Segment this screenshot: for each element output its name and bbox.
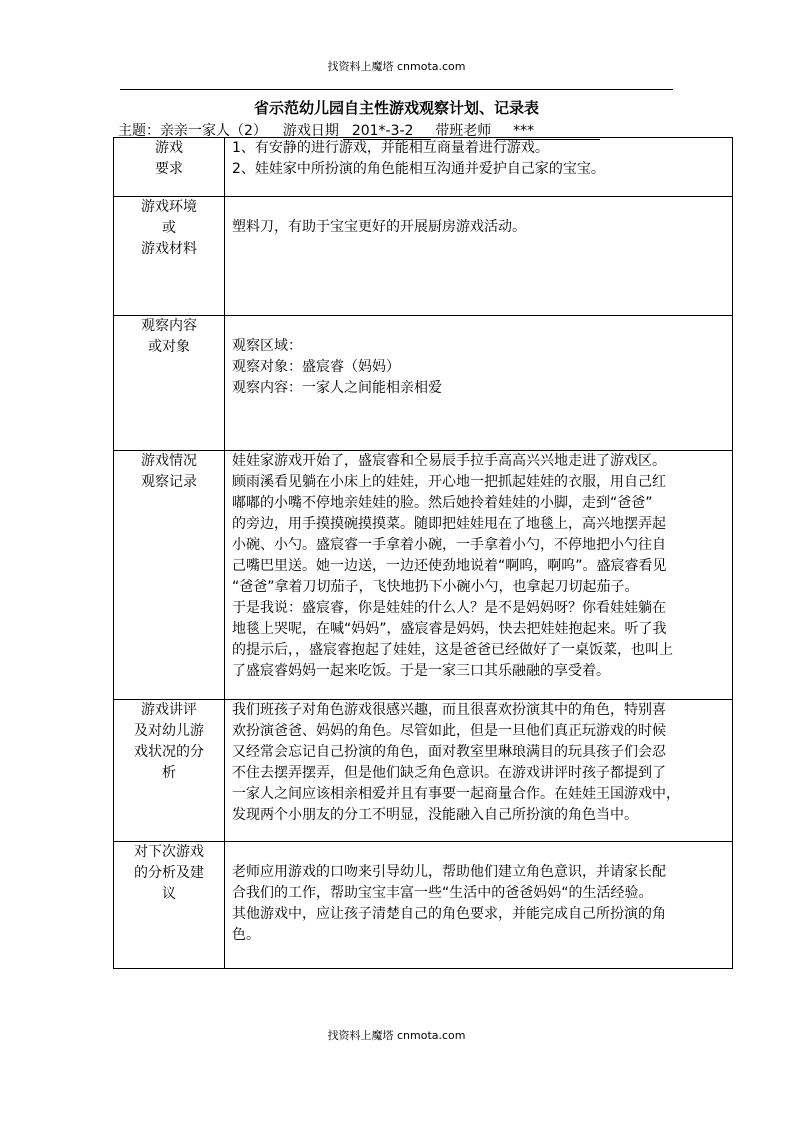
row-content: 塑料刀，有助于宝宝更好的开展厨房游戏活动。 [225, 197, 733, 316]
teacher-value: *** [496, 123, 601, 140]
row-observation-target [114, 316, 733, 451]
row-label: 游戏 要求 [114, 138, 225, 197]
row-next-suggestions [114, 842, 733, 969]
row-label: 游戏讲评 及对幼儿游 戏状况的分 析 [114, 700, 225, 842]
row-game-materials [114, 197, 733, 316]
row-label: 对下次游戏 的分析及建 议 [114, 842, 225, 969]
row-observation-record [114, 451, 733, 700]
page-footer: 找资料上魔塔 cnmota.com [327, 1029, 466, 1042]
row-label: 游戏情况 观察记录 [114, 451, 225, 700]
teacher-label: 带班老师 [435, 123, 492, 139]
row-game-requirements [114, 138, 733, 197]
row-label: 游戏环境 或 游戏材料 [114, 197, 225, 316]
row-content: 观察区域： 观察对象：盛宸睿（妈妈） 观察内容：一家人之间能相亲相爱 [225, 316, 733, 451]
page-header: 找资料上魔塔 cnmota.com [327, 60, 466, 73]
row-content: 娃娃家游戏开始了，盛宸睿和仝易辰手拉手高高兴兴地走进了游戏区。 顾雨溪看见躺在小床上的娃娃，开心地一把抓起娃娃的衣服，用自己红 嘟嘟的小嘴不停地亲娃娃的脸。然后她拎着娃娃的小脚，走到“爸爸” 的旁边，用手摸摸碗摸摸菜。随即把娃娃甩在了地毯上，高兴地摆弄起 小碗、小勺。盛宸睿一手拿着小碗，一手拿着小勺，不停地把小勺往自 己嘴巴里送。她一边送，一边还使劲地说着“啊呜，啊呜”。盛宸睿看见 “爸爸”拿着刀切茄子，飞快地扔下小碗小勺，也拿起刀切起茄子。 于是我说：盛宸睿，你是娃娃的什么人？是不是妈妈呀？你看娃娃躺在 地毯上哭呢，在喊“妈妈”，盛宸睿是妈妈，快去把娃娃抱起来。听了我 的提示后，，盛宸睿抱起了娃娃，这是爸爸已经做好了一桌饭菜，也叫上 了盛宸睿妈妈一起来吃饭。于是一家三口其乐融融的享受着。 [225, 451, 733, 700]
document-title: 省示范幼儿园自主性游戏观察计划、记录表 [253, 99, 539, 117]
row-content: 老师应用游戏的口吻来引导幼儿，帮助他们建立角色意识，并请家长配 合我们的工作，帮助宝宝丰富一些“生活中的爸爸妈妈“的生活经验。 其他游戏中，应让孩子清楚自己的角色要求，并能完成自己所扮演的角 色。 [225, 842, 733, 969]
row-label: 观察内容 或对象 [114, 316, 225, 451]
header-rule [120, 89, 673, 90]
observation-table [113, 137, 733, 969]
theme-value: 亲亲一家人（2） [160, 123, 267, 139]
date-value: 201*-3-2 [343, 123, 430, 140]
theme-label: 主题： [118, 123, 160, 139]
row-content: 1、有安静的进行游戏，并能相互商量着进行游戏。 2、娃娃家中所扮演的角色能相互沟通并爱护自己家的宝宝。 [225, 138, 733, 197]
row-content: 我们班孩子对角色游戏很感兴趣，而且很喜欢扮演其中的角色，特别喜 欢扮演爸爸、妈妈的角色。尽管如此，但是一旦他们真正玩游戏的时候 又经常会忘记自己扮演的角色，面对教室里琳琅满目的玩具孩子们会忍 不住去摆弄摆弄，但是他们缺乏角色意识。在游戏讲评时孩子都提到了 一家人之间应该相亲相爱并且有事要一起商量合作。在娃娃王国游戏中， 发现两个小朋友的分工不明显，没能融入自己所扮演的角色当中。 [225, 700, 733, 842]
row-game-review [114, 700, 733, 842]
date-label: 游戏日期 [282, 123, 339, 139]
